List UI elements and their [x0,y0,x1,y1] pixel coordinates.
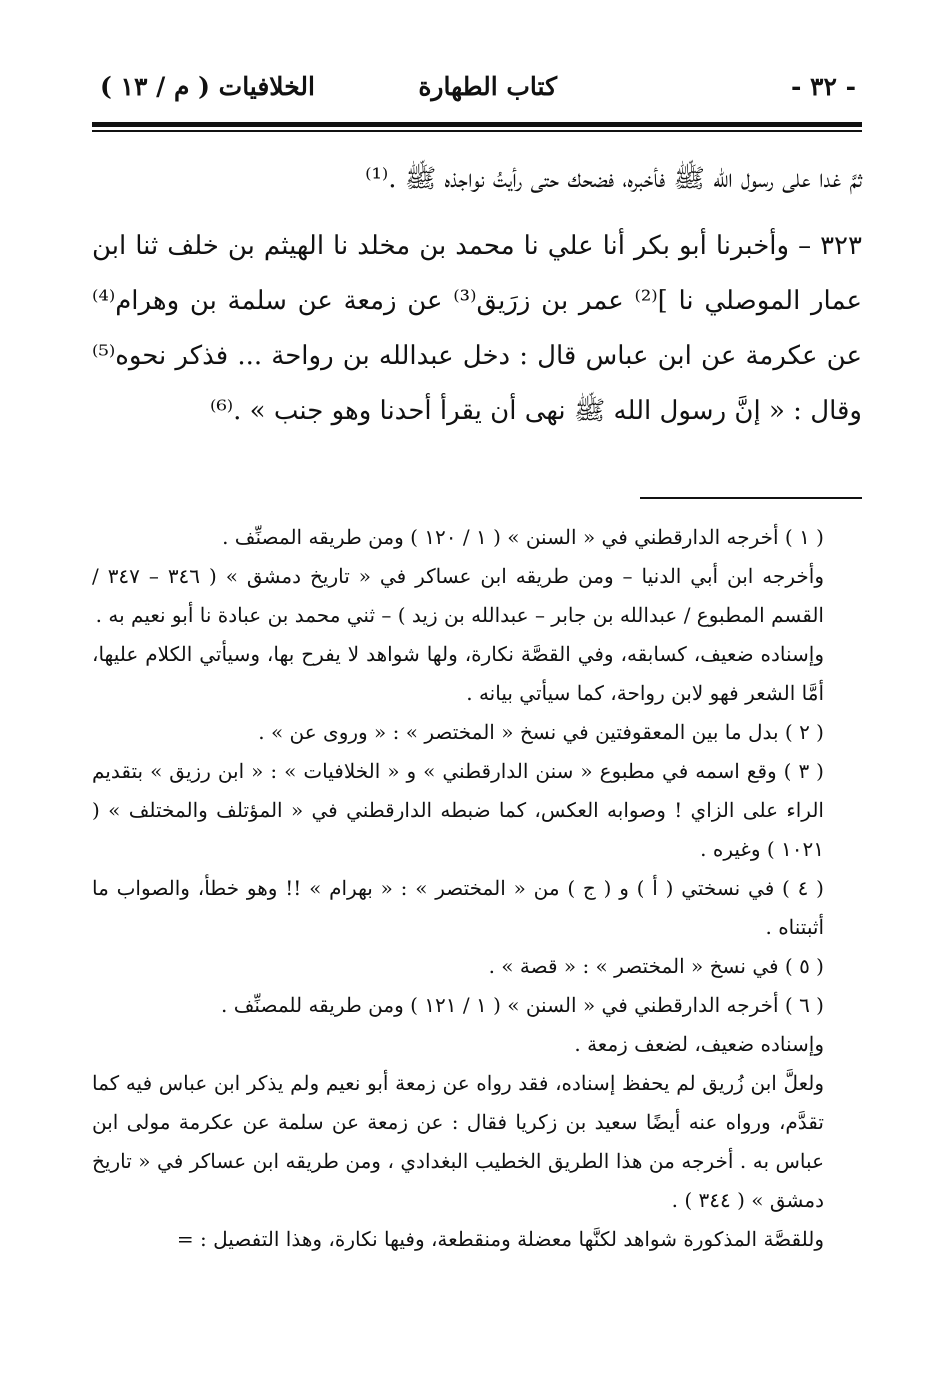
footnote-4: ( ٤ ) في نسختي ( أ ) و ( ج ) من « المختصر » : « بهرام » !! وهو خطأ، والصواب ما أثبتناه . [92,876,824,939]
footnote-3: ( ٣ ) وقع اسمه في مطبوع « سنن الدارقطني » و « الخلافيات » : « ابن رزيق » بتقديم الراء على الزاي ! وصوابه العكس، كما ضبطه الدارقطني في « المؤتلف والمختلف » ( ١٠٢١ ) وغيره . [92,759,824,861]
footnote-6-cont: ولعلَّ ابن زُريق لم يحفظ إسناده، فقد رواه عن زمعة أبو نعيم ولم يذكر ابن عباس فيه كما تقدَّم، ورواه عنه أيضًا سعيد بن زكريا فقال : عن زمعة عن سلمة عن عكرمة مولى ابن عباس به . أخرجه من هذا الطريق الخطيب البغدادي ، ومن طريقه ابن عساكر في « تاريخ دمشق » ( ٣٤٤ ) . [92,1071,824,1212]
footnote-6-cont: وإسناده ضعيف، لضعف زمعة . [574,1032,824,1056]
hadith-323: ٣٢٣ – وأخبرنا أبو بكر أنا علي نا محمد بن مخلد نا الهيثم بن خلف ثنا ابن عمار الموصلي نا ]⁽²⁾ عمر بن زرَيق⁽³⁾ عن زمعة عن سلمة بن وهرام⁽⁴⁾ عن عكرمة عن ابن عباس قال : دخل عبدالله بن رواحة ... فذكر نحوه⁽⁵⁾ وقال : « إنَّ رسول الله ﷺ نهى أن يقرأ أحدنا وهو جنب » .⁽⁶⁾ [92,231,863,426]
header-rule-thin [92,130,862,132]
page-header [92,60,862,116]
body-paragraph: ثمَّ غدا على رسول الله ﷺ فأخبره، فضحك حتى رأيتُ نواجذه ﷺ .⁽¹⁾ [365,164,862,194]
footnote-1-cont: وأخرجه ابن أبي الدنيا – ومن طريقه ابن عساكر في « تاريخ دمشق » ( ٣٤٦ – ٣٤٧ / القسم المطبوع / عبدالله بن جابر – عبدالله بن زيد ) – ثني محمد بن عبادة نا أبو نعيم به . [92,564,824,627]
footnote-2: ( ٢ ) بدل ما بين المعقوفتين في نسخ « المختصر » : « وروى عن » . [258,720,824,744]
footnote-5: ( ٥ ) في نسخ « المختصر » : « قصة » . [488,954,824,978]
book-title: كتاب الطهارة [418,72,557,101]
series-reference: الخلافيات ( م / ١٣ ) [100,72,315,101]
footnote-1: ( ١ ) أخرجه الدارقطني في « السنن » ( ١ / ١٢٠ ) ومن طريقه المصنِّف . [222,525,824,549]
page-number: - ٣٢ - [790,72,856,101]
footnote-6-cont: وللقصَّة المذكورة شواهد لكنَّها معضلة ومنقطعة، وفيها نكارة، وهذا التفصيل : = [176,1227,824,1251]
footnotes [92,518,862,1259]
footnote-1-cont: وإسناده ضعيف، كسابقه، وفي القصَّة نكارة، ولها شواهد لا يفرح بها، وسيأتي الكلام عليها، أمَّا الشعر فهو لابن رواحة، كما سيأتي بيانه . [92,642,824,705]
book-page [92,60,862,1360]
header-rule-thick [92,122,862,127]
footnote-6: ( ٦ ) أخرجه الدارقطني في « السنن » ( ١ / ١٢١ ) ومن طريقه للمصنِّف . [221,993,824,1017]
main-text [92,152,862,439]
footnote-separator [640,497,862,499]
